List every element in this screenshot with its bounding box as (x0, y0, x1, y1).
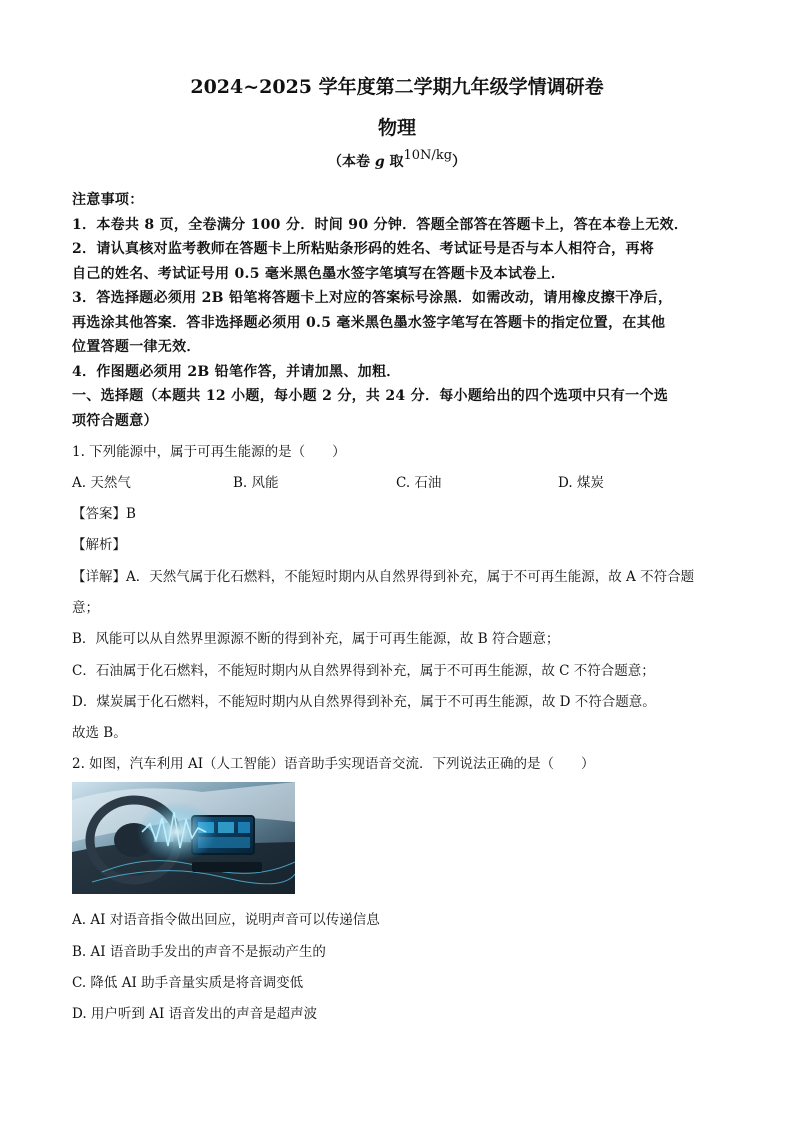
question-1-stem: 1. 下列能源中，属于可再生能源的是（ ） (72, 444, 346, 460)
q1-detail: D．煤炭属于化石燃料，不能短时期内从自然界得到补充，属于不可再生能源，故 D 不符合题意。 (72, 694, 656, 710)
notice-line: 自己的姓名、考试证号用 0.5 毫米黑色墨水签字笔填写在答题卡及本试卷上． (72, 266, 566, 282)
q1-option-c: C. 石油 (396, 475, 442, 491)
g-note-close: ） (452, 154, 467, 170)
notice-heading: 注意事项： (72, 192, 144, 208)
g-value: 10N/kg (403, 148, 453, 163)
notice-line: 2．请认真核对监考教师在答题卡上所粘贴条形码的姓名、考试证号是否与本人相符合，再将 (72, 241, 655, 257)
q1-conclusion: 故选 B。 (72, 725, 127, 741)
question-2-stem: 2. 如图，汽车利用 AI（人工智能）语音助手实现语音交流．下列说法正确的是（ ） (72, 756, 595, 772)
notice-line: 位置答题一律无效． (72, 339, 201, 355)
notice-line: 1．本卷共 8 页，全卷满分 100 分．时间 90 分钟．答题全部答在答题卡上，答在本卷上无效． (72, 217, 689, 233)
q2-option-a: A. AI 对语音指令做出回应，说明声音可以传递信息 (72, 912, 380, 928)
q1-option-d: D. 煤炭 (558, 475, 604, 491)
car-dashboard-image (72, 782, 295, 894)
g-value-note (0, 148, 794, 171)
section-heading: 一、选择题（本题共 12 小题，每小题 2 分，共 24 分．每小题给出的四个选项中只有一个选 (72, 388, 669, 404)
q1-analysis-label: 【解析】 (72, 537, 126, 553)
subject-title: 物理 (377, 117, 416, 139)
q2-option-b: B. AI 语音助手发出的声音不是振动产生的 (72, 944, 326, 960)
q1-detail: 意； (72, 600, 99, 616)
q2-option-c: C. 降低 AI 助手音量实质是将音调变低 (72, 975, 304, 991)
q1-detail: 【详解】A．天然气属于化石燃料，不能短时期内从自然界得到补充，属于不可再生能源，故 A 不符合题 (72, 569, 695, 585)
notice-line: 3．答选择题必须用 2B 铅笔将答题卡上对应的答案标号涂黑．如需改动，请用橡皮擦干净后， (72, 290, 673, 306)
section-heading-cont: 项符合题意） (72, 413, 158, 429)
q2-option-d: D. 用户听到 AI 语音发出的声音是超声波 (72, 1006, 318, 1022)
exam-title: 2024~2025 学年度第二学期九年级学情调研卷 (190, 76, 604, 98)
q1-option-b: B. 风能 (233, 475, 279, 491)
q1-answer: 【答案】B (72, 506, 136, 522)
g-note-open: （本卷 (327, 154, 370, 170)
g-symbol: g (374, 154, 385, 170)
notice-line: 4．作图题必须用 2B 铅笔作答，并请加黑、加粗． (72, 364, 401, 380)
q1-detail: B．风能可以从自然界里源源不断的得到补充，属于可再生能源，故 B 符合题意； (72, 631, 560, 647)
q1-detail: C．石油属于化石燃料，不能短时期内从自然界得到补充，属于不可再生能源，故 C 不符合题意； (72, 663, 655, 679)
notice-line: 再选涂其他答案．答非选择题必须用 0.5 毫米黑色墨水签字笔写在答题卡的指定位置，在其他 (72, 315, 666, 331)
q1-option-a: A. 天然气 (72, 475, 131, 491)
g-note-take: 取 (389, 154, 404, 170)
